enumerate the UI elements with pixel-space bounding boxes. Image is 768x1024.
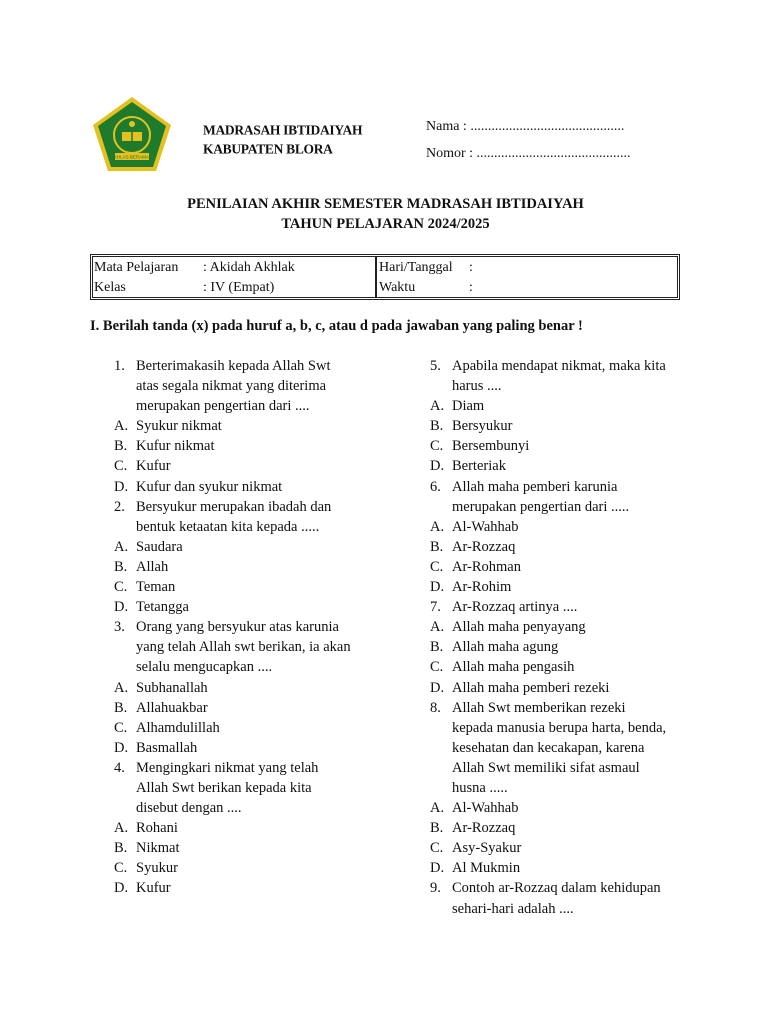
option-text: Al Mukmin xyxy=(452,860,521,877)
question-number: 6. xyxy=(430,478,441,495)
option-letter: B. xyxy=(430,418,444,435)
answer-option[interactable] xyxy=(430,818,730,838)
answer-option[interactable] xyxy=(114,838,394,858)
question-item xyxy=(114,497,394,537)
question-text: disebut dengan .... xyxy=(136,800,242,817)
question-item xyxy=(430,878,730,918)
subject-value: : Akidah Akhlak xyxy=(203,260,295,275)
institution-line-2: KABUPATEN BLORA xyxy=(203,141,333,157)
option-text: Syukur nikmat xyxy=(136,418,222,435)
option-letter: B. xyxy=(430,820,444,837)
answer-option[interactable] xyxy=(114,858,394,878)
question-number: 5. xyxy=(430,358,441,374)
option-text: Allah maha pemberi rezeki xyxy=(452,679,610,696)
option-text: Rohani xyxy=(136,820,178,837)
option-letter: A. xyxy=(114,418,129,435)
option-letter: B. xyxy=(430,639,444,656)
question-text: Orang yang bersyukur atas karunia xyxy=(136,619,339,636)
answer-option[interactable] xyxy=(114,878,394,898)
answer-option[interactable] xyxy=(114,718,394,738)
option-text: Ar-Rozzaq xyxy=(452,538,516,555)
option-letter: A. xyxy=(114,820,129,837)
number-field[interactable]: Nomor : ............................................ xyxy=(426,146,631,161)
option-letter: C. xyxy=(114,860,128,877)
kemenag-logo xyxy=(91,95,173,173)
option-text: Kufur xyxy=(136,458,171,475)
info-divider xyxy=(375,257,377,297)
question-text: merupakan pengertian dari .... xyxy=(136,398,310,415)
exam-title xyxy=(0,194,768,234)
option-text: Bersembunyi xyxy=(452,438,530,455)
answer-option[interactable] xyxy=(430,617,730,637)
section-instruction: I. Berilah tanda (x) pada huruf a, b, c, atau d pada jawaban yang paling benar ! xyxy=(90,318,583,334)
option-letter: C. xyxy=(430,438,444,455)
answer-option[interactable] xyxy=(114,698,394,718)
question-item xyxy=(114,356,394,416)
option-letter: C. xyxy=(114,458,128,475)
option-text: Ar-Rohman xyxy=(452,558,521,575)
option-letter: D. xyxy=(114,599,129,616)
option-letter: C. xyxy=(114,719,128,736)
class-label: Kelas xyxy=(94,280,126,295)
exam-info-table xyxy=(90,254,680,300)
option-letter: D. xyxy=(114,739,129,756)
option-letter: B. xyxy=(114,699,128,716)
question-number: 1. xyxy=(114,358,125,374)
question-text: atas segala nikmat yang diterima xyxy=(136,378,327,395)
question-text: harus .... xyxy=(452,378,502,395)
option-letter: C. xyxy=(430,558,444,575)
option-text: Saudara xyxy=(136,538,183,555)
option-letter: C. xyxy=(114,579,128,596)
answer-option[interactable] xyxy=(114,597,394,617)
question-text: bentuk ketaatan kita kepada ..... xyxy=(136,518,320,535)
question-number: 8. xyxy=(430,699,441,716)
option-text: Asy-Syakur xyxy=(452,840,522,857)
option-letter: B. xyxy=(114,438,128,455)
name-field[interactable]: Nama : ............................................ xyxy=(426,119,625,134)
option-text: Diam xyxy=(452,398,485,415)
question-text: husna ..... xyxy=(452,779,508,796)
question-text: sehari-hari adalah .... xyxy=(452,900,574,917)
day-label: Hari/Tanggal xyxy=(379,260,453,275)
option-text: Bersyukur xyxy=(452,418,513,435)
subject-label: Mata Pelajaran xyxy=(94,260,179,275)
answer-option[interactable] xyxy=(430,838,730,858)
option-letter: D. xyxy=(114,478,129,495)
answer-option[interactable] xyxy=(430,416,730,436)
question-item xyxy=(430,356,730,396)
question-number: 3. xyxy=(114,619,125,636)
option-letter: D. xyxy=(430,679,445,696)
question-text: yang telah Allah swt berikan, ia akan xyxy=(136,639,351,656)
option-text: Alhamdulillah xyxy=(136,719,220,736)
option-letter: A. xyxy=(430,398,445,415)
option-letter: B. xyxy=(114,558,128,575)
option-text: Nikmat xyxy=(136,840,180,857)
question-item xyxy=(114,758,394,818)
answer-option[interactable] xyxy=(114,416,394,436)
answer-option[interactable] xyxy=(114,456,394,476)
question-item xyxy=(430,698,730,798)
question-text: selalu mengucapkan .... xyxy=(136,659,273,676)
question-text: Allah Swt memiliki sifat asmaul xyxy=(452,759,640,776)
question-text: Bersyukur merupakan ibadah dan xyxy=(136,498,332,515)
option-letter: B. xyxy=(430,538,444,555)
answer-option[interactable] xyxy=(430,456,730,476)
question-text: Contoh ar-Rozzaq dalam kehidupan xyxy=(452,880,661,897)
option-text: Subhanallah xyxy=(136,679,208,696)
option-letter: C. xyxy=(430,840,444,857)
answer-option[interactable] xyxy=(430,858,730,878)
option-letter: D. xyxy=(430,860,445,877)
option-letter: A. xyxy=(114,538,129,555)
option-text: Allah maha agung xyxy=(452,639,559,656)
option-letter: D. xyxy=(114,880,129,897)
question-number: 7. xyxy=(430,599,441,616)
institution-line-1: MADRASAH IBTIDAIYAH xyxy=(203,122,363,138)
option-letter: A. xyxy=(430,619,445,636)
title-line-2: TAHUN PELAJARAN 2024/2025 xyxy=(281,216,490,232)
answer-option[interactable] xyxy=(114,738,394,758)
identity-fields xyxy=(426,113,631,167)
answer-option[interactable] xyxy=(430,517,730,537)
answer-option[interactable] xyxy=(114,577,394,597)
question-number: 9. xyxy=(430,880,441,897)
option-text: Ar-Rohim xyxy=(452,579,512,596)
answer-option[interactable] xyxy=(430,637,730,657)
question-number: 4. xyxy=(114,759,125,776)
option-text: Kufur nikmat xyxy=(136,438,215,455)
option-text: Kufur xyxy=(136,880,171,897)
answer-option[interactable] xyxy=(430,577,730,597)
question-item xyxy=(430,597,730,617)
option-text: Allah xyxy=(136,558,169,575)
option-letter: D. xyxy=(430,458,445,475)
question-text: Allah maha pemberi karunia xyxy=(452,478,618,495)
right-question-column xyxy=(430,356,730,919)
option-text: Al-Wahhab xyxy=(452,800,519,817)
question-text: Apabila mendapat nikmat, maka kita xyxy=(452,358,666,374)
question-item xyxy=(114,617,394,677)
question-text: merupakan pengertian dari ..... xyxy=(452,498,630,515)
question-item xyxy=(430,477,730,517)
option-text: Basmallah xyxy=(136,739,198,756)
answer-option[interactable] xyxy=(430,537,730,557)
answer-option[interactable] xyxy=(430,678,730,698)
answer-option[interactable] xyxy=(114,477,394,497)
answer-option[interactable] xyxy=(430,436,730,456)
option-letter: D. xyxy=(430,579,445,596)
question-text: Berterimakasih kepada Allah Swt xyxy=(136,358,331,374)
answer-option[interactable] xyxy=(114,678,394,698)
option-text: Teman xyxy=(136,579,176,596)
time-label: Waktu xyxy=(379,280,416,295)
question-text: Allah Swt berikan kepada kita xyxy=(136,779,312,796)
option-text: Kufur dan syukur nikmat xyxy=(136,478,283,495)
option-letter: A. xyxy=(114,679,129,696)
question-text: kesehatan dan kecakapan, karena xyxy=(452,739,645,756)
option-letter: B. xyxy=(114,840,128,857)
class-value: : IV (Empat) xyxy=(203,280,275,295)
option-text: Allah maha penyayang xyxy=(452,619,586,636)
logo-motto: IKHLAS BERAMAL xyxy=(112,154,152,160)
option-text: Al-Wahhab xyxy=(452,518,519,535)
title-line-1: PENILAIAN AKHIR SEMESTER MADRASAH IBTIDAIYAH xyxy=(187,196,584,212)
question-text: Ar-Rozzaq artinya .... xyxy=(452,599,578,616)
option-text: Allah maha pengasih xyxy=(452,659,575,676)
option-letter: A. xyxy=(430,800,445,817)
answer-option[interactable] xyxy=(114,537,394,557)
option-text: Tetangga xyxy=(136,599,189,616)
time-value[interactable]: : xyxy=(469,280,473,295)
option-text: Syukur xyxy=(136,860,178,877)
question-text: Allah Swt memberikan rezeki xyxy=(452,699,626,716)
institution-name xyxy=(203,121,362,159)
question-text: kepada manusia berupa harta, benda, xyxy=(452,719,667,736)
answer-option[interactable] xyxy=(430,657,730,677)
option-letter: A. xyxy=(430,518,445,535)
question-text: Mengingkari nikmat yang telah xyxy=(136,759,319,776)
answer-option[interactable] xyxy=(430,798,730,818)
answer-option[interactable] xyxy=(430,557,730,577)
question-number: 2. xyxy=(114,498,125,515)
option-text: Ar-Rozzaq xyxy=(452,820,516,837)
option-text: Allahuakbar xyxy=(136,699,208,716)
option-letter: C. xyxy=(430,659,444,676)
left-question-column xyxy=(114,356,394,899)
answer-option[interactable] xyxy=(114,436,394,456)
answer-option[interactable] xyxy=(114,557,394,577)
option-text: Berteriak xyxy=(452,458,506,475)
day-value[interactable]: : xyxy=(469,260,473,275)
answer-option[interactable] xyxy=(114,818,394,838)
answer-option[interactable] xyxy=(430,396,730,416)
